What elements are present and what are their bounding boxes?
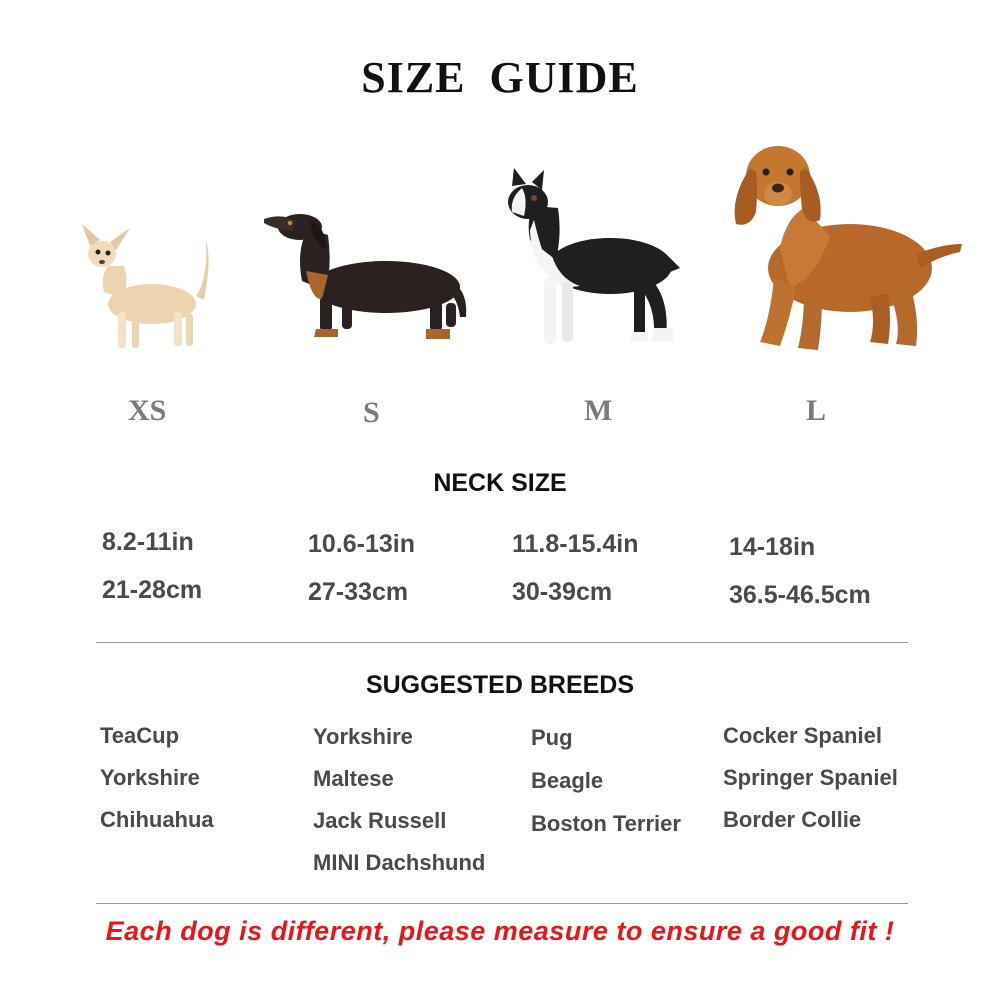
breed-xs-1: TeaCup: [100, 723, 180, 748]
fit-note: Each dog is different, please measure to ensure a good fit !: [105, 916, 895, 946]
breed-s-3: Jack Russell: [313, 808, 447, 833]
divider-bottom: [96, 903, 908, 904]
size-label-s: S: [363, 396, 380, 429]
boston-terrier-icon: [500, 168, 690, 358]
breed-m-2: Beagle: [531, 768, 604, 793]
breed-s-2: Maltese: [313, 766, 394, 791]
neck-cm-l: 36.5-46.5cm: [729, 581, 871, 609]
cocker-spaniel-icon: [720, 128, 965, 363]
breed-xs-2: Yorkshire: [100, 765, 200, 790]
dachshund-icon: [262, 205, 472, 355]
breed-xs-3: Chihuahua: [100, 807, 214, 832]
size-label-l: L: [806, 394, 827, 427]
suggested-breeds-title: SUGGESTED BREEDS: [365, 671, 635, 699]
chihuahua-icon: [78, 220, 218, 360]
breed-m-3: Boston Terrier: [531, 811, 681, 836]
breed-l-1: Cocker Spaniel: [723, 723, 882, 748]
breed-l-2: Springer Spaniel: [723, 765, 898, 790]
breed-m-1: Pug: [531, 725, 573, 750]
neck-size-title: NECK SIZE: [433, 469, 567, 497]
neck-inches-m: 11.8-15.4in: [512, 530, 639, 558]
neck-inches-l: 14-18in: [729, 533, 816, 561]
neck-cm-s: 27-33cm: [308, 578, 409, 606]
breed-s-4: MINI Dachshund: [313, 850, 486, 875]
neck-inches-xs: 8.2-11in: [102, 528, 194, 556]
breed-s-1: Yorkshire: [313, 724, 413, 749]
page-title: SIZE GUIDE: [361, 53, 639, 102]
neck-cm-xs: 21-28cm: [102, 576, 203, 604]
breed-l-3: Border Collie: [723, 807, 862, 832]
neck-cm-m: 30-39cm: [512, 578, 613, 606]
size-label-m: M: [584, 394, 613, 427]
divider-top: [96, 642, 908, 643]
neck-inches-s: 10.6-13in: [308, 530, 416, 558]
size-label-xs: XS: [128, 394, 167, 427]
